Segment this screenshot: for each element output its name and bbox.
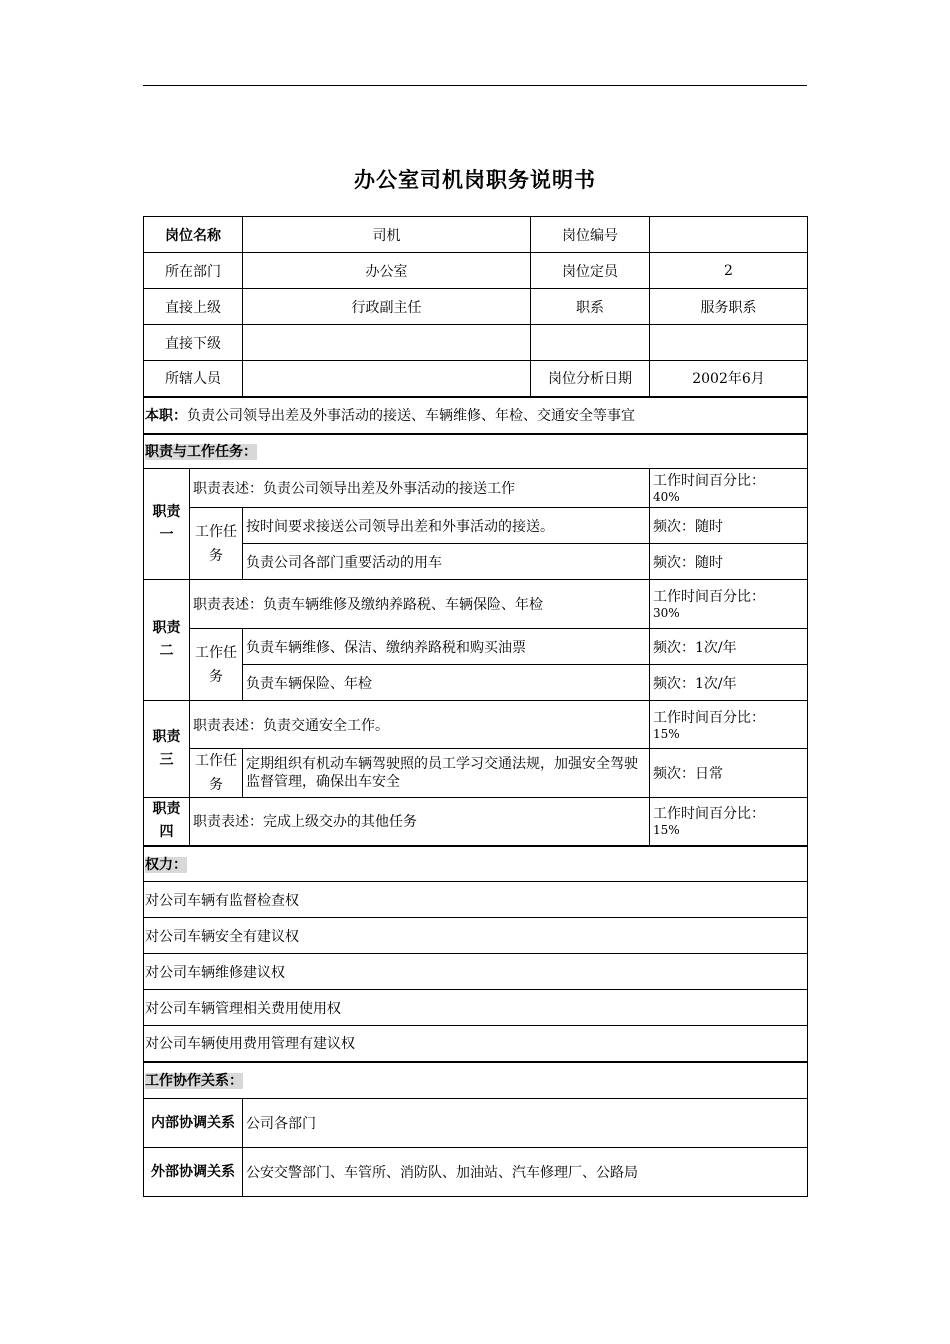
- duty-2-pct-value: 30%: [653, 606, 680, 620]
- subordinate-value: [243, 325, 531, 361]
- subordinate-extra-cell: [531, 325, 650, 361]
- dept-label: 所在部门: [144, 253, 243, 289]
- duty-3-pct: [650, 701, 808, 749]
- duty-3-task-1: 定期组织有机动车辆驾驶照的员工学习交通法规，加强安全驾驶监督管理，确保出车安全: [243, 749, 650, 798]
- duty-3-pct-value: 15%: [653, 726, 680, 741]
- series-label: 职系: [531, 289, 650, 325]
- power-item: 对公司车辆维修建议权: [144, 954, 808, 990]
- duties-header: 职责与工作任务：: [145, 444, 257, 461]
- main-duty-label: 本职：: [145, 408, 187, 424]
- duty-2-task-1: 负责车辆维修、保洁、缴纳养路税和购买油票: [243, 629, 650, 665]
- duty-2-pct-label: 工作时间百分比：: [653, 589, 765, 605]
- date-label: 岗位分析日期: [531, 361, 650, 397]
- main-duty-row: [144, 397, 808, 434]
- power-item: 对公司车辆使用费用管理有建议权: [144, 1026, 808, 1062]
- subordinate-label: 直接下级: [144, 325, 243, 361]
- duty-1-desc: 职责表述：负责公司领导出差及外事活动的接送工作: [190, 469, 650, 508]
- external-coop-label: 外部协调关系: [144, 1148, 243, 1197]
- duty-1-task-1-freq: 频次：随时: [650, 508, 808, 544]
- power-header: 权力：: [145, 856, 187, 873]
- date-value: 2002年6月: [650, 361, 808, 397]
- duty-4-desc: 职责表述：完成上级交办的其他任务: [190, 798, 650, 846]
- duty-4-pct-value: 15%: [653, 823, 680, 838]
- duty-1-pct-value: 40%: [653, 490, 680, 504]
- series-value: 服务职系: [650, 289, 808, 325]
- internal-coop-label: 内部协调关系: [144, 1099, 243, 1148]
- duty-2-desc: 职责表述：负责车辆维修及缴纳养路税、车辆保险、年检: [190, 580, 650, 629]
- staff-value: [243, 361, 531, 397]
- duty-1-task-label: 工作任务: [190, 508, 243, 580]
- coop-header: 工作协作关系：: [145, 1073, 243, 1090]
- staff-label: 所辖人员: [144, 361, 243, 397]
- duty-1-task-2: 负责公司各部门重要活动的用车: [243, 544, 650, 580]
- coop-header-row: [144, 1062, 808, 1099]
- duty-2-task-label: 工作任务: [190, 629, 243, 701]
- superior-value: 行政副主任: [243, 289, 531, 325]
- page-title: 办公室司机岗职务说明书: [354, 168, 596, 192]
- power-item: 对公司车辆管理相关费用使用权: [144, 990, 808, 1026]
- duty-1-pct-label: 工作时间百分比：: [653, 473, 765, 489]
- duty-2-pct: [650, 580, 808, 629]
- internal-coop-value: 公司各部门: [243, 1099, 808, 1148]
- subordinate-extra-value: [650, 325, 808, 361]
- post-no-label: 岗位编号: [531, 217, 650, 253]
- post-name-value: 司机: [243, 217, 531, 253]
- main-duty-text: 负责公司领导出差及外事活动的接送、车辆维修、年检、交通安全等事宜: [187, 408, 635, 424]
- power-item: 对公司车辆安全有建议权: [144, 918, 808, 954]
- post-name-label: 岗位名称: [144, 217, 243, 253]
- quota-value: 2: [650, 253, 808, 289]
- power-header-row: [144, 846, 808, 882]
- power-item: 对公司车辆有监督检查权: [144, 882, 808, 918]
- duty-1-task-2-freq: 频次：随时: [650, 544, 808, 580]
- duty-4-name: 职责四: [144, 798, 190, 846]
- duty-3-name: 职责三: [144, 701, 190, 798]
- duty-4-pct-label: 工作时间百分比：: [653, 806, 765, 823]
- external-coop-value: 公安交警部门、车管所、消防队、加油站、汽车修理厂、公路局: [243, 1148, 808, 1197]
- post-no-value: [650, 217, 808, 253]
- superior-label: 直接上级: [144, 289, 243, 325]
- duty-3-pct-label: 工作时间百分比：: [653, 709, 765, 726]
- duty-2-task-2-freq: 频次：1次/年: [650, 665, 808, 701]
- job-description-table: [143, 216, 808, 1197]
- duty-4-pct: [650, 798, 808, 846]
- duty-3-task-1-freq: 频次：日常: [650, 749, 808, 798]
- duty-1-pct: [650, 469, 808, 508]
- duty-1-task-1: 按时间要求接送公司领导出差和外事活动的接送。: [243, 508, 650, 544]
- duty-3-desc: 职责表述：负责交通安全工作。: [190, 701, 650, 749]
- dept-value: 办公室: [243, 253, 531, 289]
- header-rule: [143, 85, 807, 86]
- quota-label: 岗位定员: [531, 253, 650, 289]
- duty-2-task-2: 负责车辆保险、年检: [243, 665, 650, 701]
- duties-header-row: [144, 434, 808, 469]
- duty-2-name: 职责二: [144, 580, 190, 701]
- duty-2-task-1-freq: 频次：1次/年: [650, 629, 808, 665]
- duty-3-task-label: 工作任务: [190, 749, 243, 798]
- duty-1-name: 职责一: [144, 469, 190, 580]
